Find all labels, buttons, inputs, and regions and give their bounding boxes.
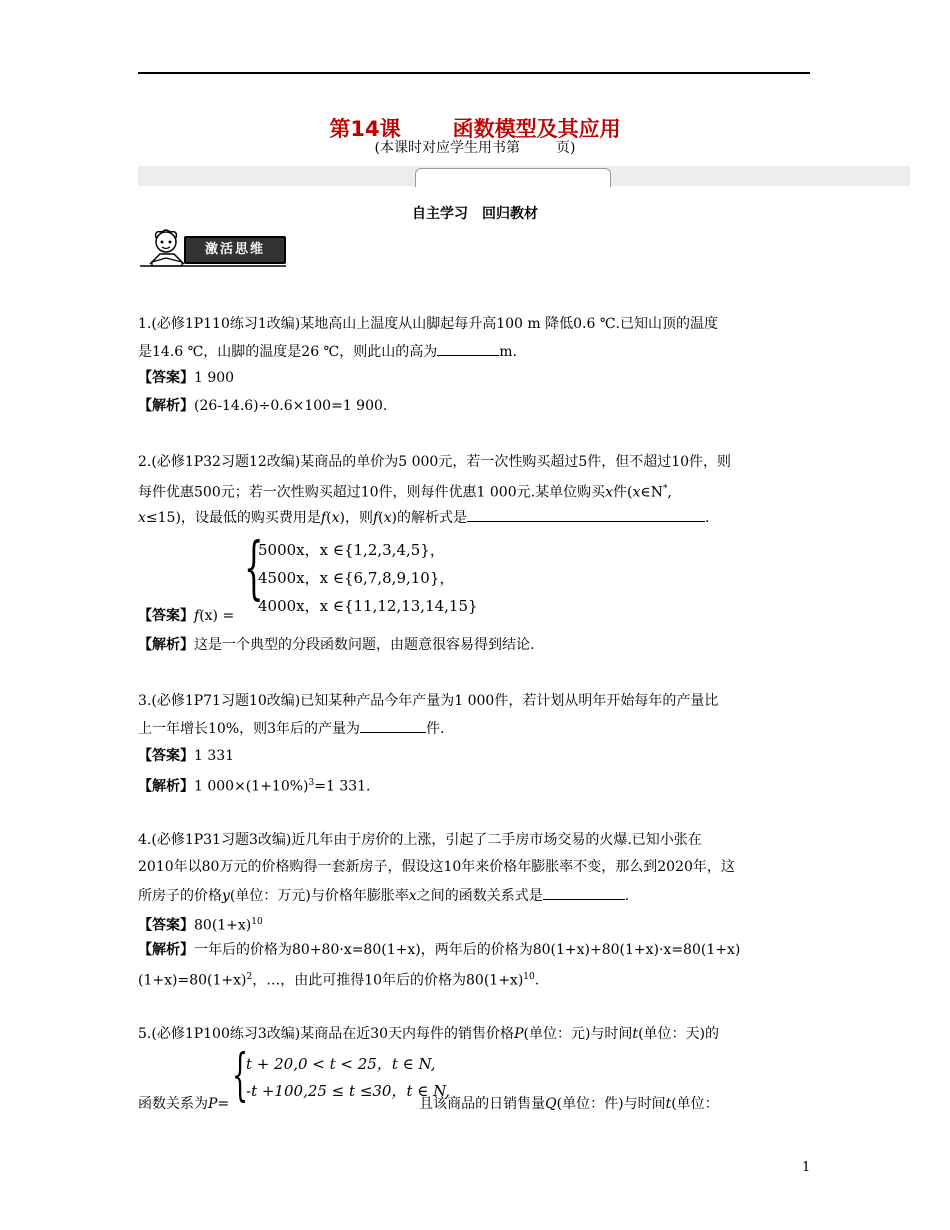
q1-explanation: 【解析】(26-14.6)÷0.6×100=1 900.: [138, 398, 388, 414]
activate-thinking-badge: 激活思维: [184, 236, 286, 264]
q5-piece1: t + 20,0 < t < 25，t ∈ N,: [246, 1055, 436, 1073]
q4-line3: 所房子的价格y(单位：万元)与价格年膨胀率x之间的函数关系式是 .: [138, 885, 629, 906]
q1-line2: 是14.6 ℃，山脚的温度是26 ℃，则此山的高为 m.: [138, 341, 517, 362]
q5-piece2: -t +100,25 ≤ t ≤30，t ∈ N,: [246, 1082, 451, 1100]
answer-blank: [543, 885, 625, 900]
q2-piece3: 4000x，x ∈{11,12,13,14,15}: [258, 597, 478, 615]
answer-blank: [467, 507, 705, 522]
page-number: 1: [802, 1160, 811, 1175]
q2-line2: 每件优惠500元；若一次性购买超过10件，则每件优惠1 000元.某单位购买x件(x∈N*,: [138, 484, 672, 501]
q1-answer: 【答案】1 900: [138, 370, 235, 386]
answer-blank: [437, 341, 499, 356]
q4-explanation-line1: 【解析】一年后的价格为80+80·x=80(1+x)，两年后的价格为80(1+x)+80(1+x)·x=80(1+x): [138, 942, 741, 958]
section-title: 自主学习 回归教材: [412, 206, 538, 222]
q3-explanation: 【解析】1 $000\times(1+10\%)^3=1$ 331.: [138, 778, 371, 795]
q2-line3: x≤15)，设最低的购买费用是f(x)，则f(x)的解析式是 .: [138, 507, 709, 528]
q5-line2: 函数关系为P= 且该商品的日销售量Q(单位：件)与时间t(单位：: [138, 1096, 719, 1112]
answer-blank: [360, 718, 426, 733]
q1-line1: 1.(必修1P110练习1改编)某地高山上温度从山脚起每升高100 m 降低0.6 ℃.已知山顶的温度: [138, 316, 718, 332]
q3-line2: 上一年增长10%，则3年后的产量为 件.: [138, 718, 444, 739]
q4-explanation-line2: $(1+x)=80(1+x)^2$，…，由此可推得10年后的价格为$80(1+x)^{10}$.: [138, 972, 540, 989]
q2-piece2: 4500x，x ∈{6,7,8,9,10}，: [258, 569, 455, 587]
q4-line2: 2010年以80万元的价格购得一套新房子，假设这10年来价格年膨胀率不变，那么到2020年，这: [138, 859, 735, 875]
q2-line1: 2.(必修1P32习题12改编)某商品的单价为5 000元，若一次性购买超过5件，但不超过10件，则: [138, 454, 732, 470]
q3-answer: 【答案】1 331: [138, 748, 235, 764]
q4-line1: 4.(必修1P31习题3改编)近几年由于房价的上涨，引起了二手房市场交易的火爆.已知小张在: [138, 832, 702, 848]
q2-answer: 【答案】f(x) =: [138, 608, 235, 624]
q3-line1: 3.(必修1P71习题10改编)已知某种产品今年产量为1 000件，若计划从明年开始每年的产量比: [138, 693, 719, 709]
header-tab: [415, 168, 611, 187]
q2-explanation: 【解析】这是一个典型的分段函数问题，由题意很容易得到结论.: [138, 637, 535, 653]
q4-answer: 【答案】$80(1+x)^{10}$: [138, 917, 263, 934]
lesson-number: 第14课: [329, 117, 401, 141]
lesson-title: 函数模型及其应用: [452, 117, 621, 141]
top-rule: [138, 72, 810, 74]
q5-line1: 5.(必修1P100练习3改编)某商品在近30天内每件的销售价格P(单位：元)与时间t(单位：天)的: [138, 1026, 719, 1042]
page-subtitle: (本课时对应学生用书第 页): [374, 140, 576, 156]
piecewise-brace: {: [232, 1043, 249, 1108]
q2-piece1: 5000x，x ∈{1,2,3,4,5}，: [258, 541, 445, 559]
piecewise-brace: {: [244, 529, 264, 608]
